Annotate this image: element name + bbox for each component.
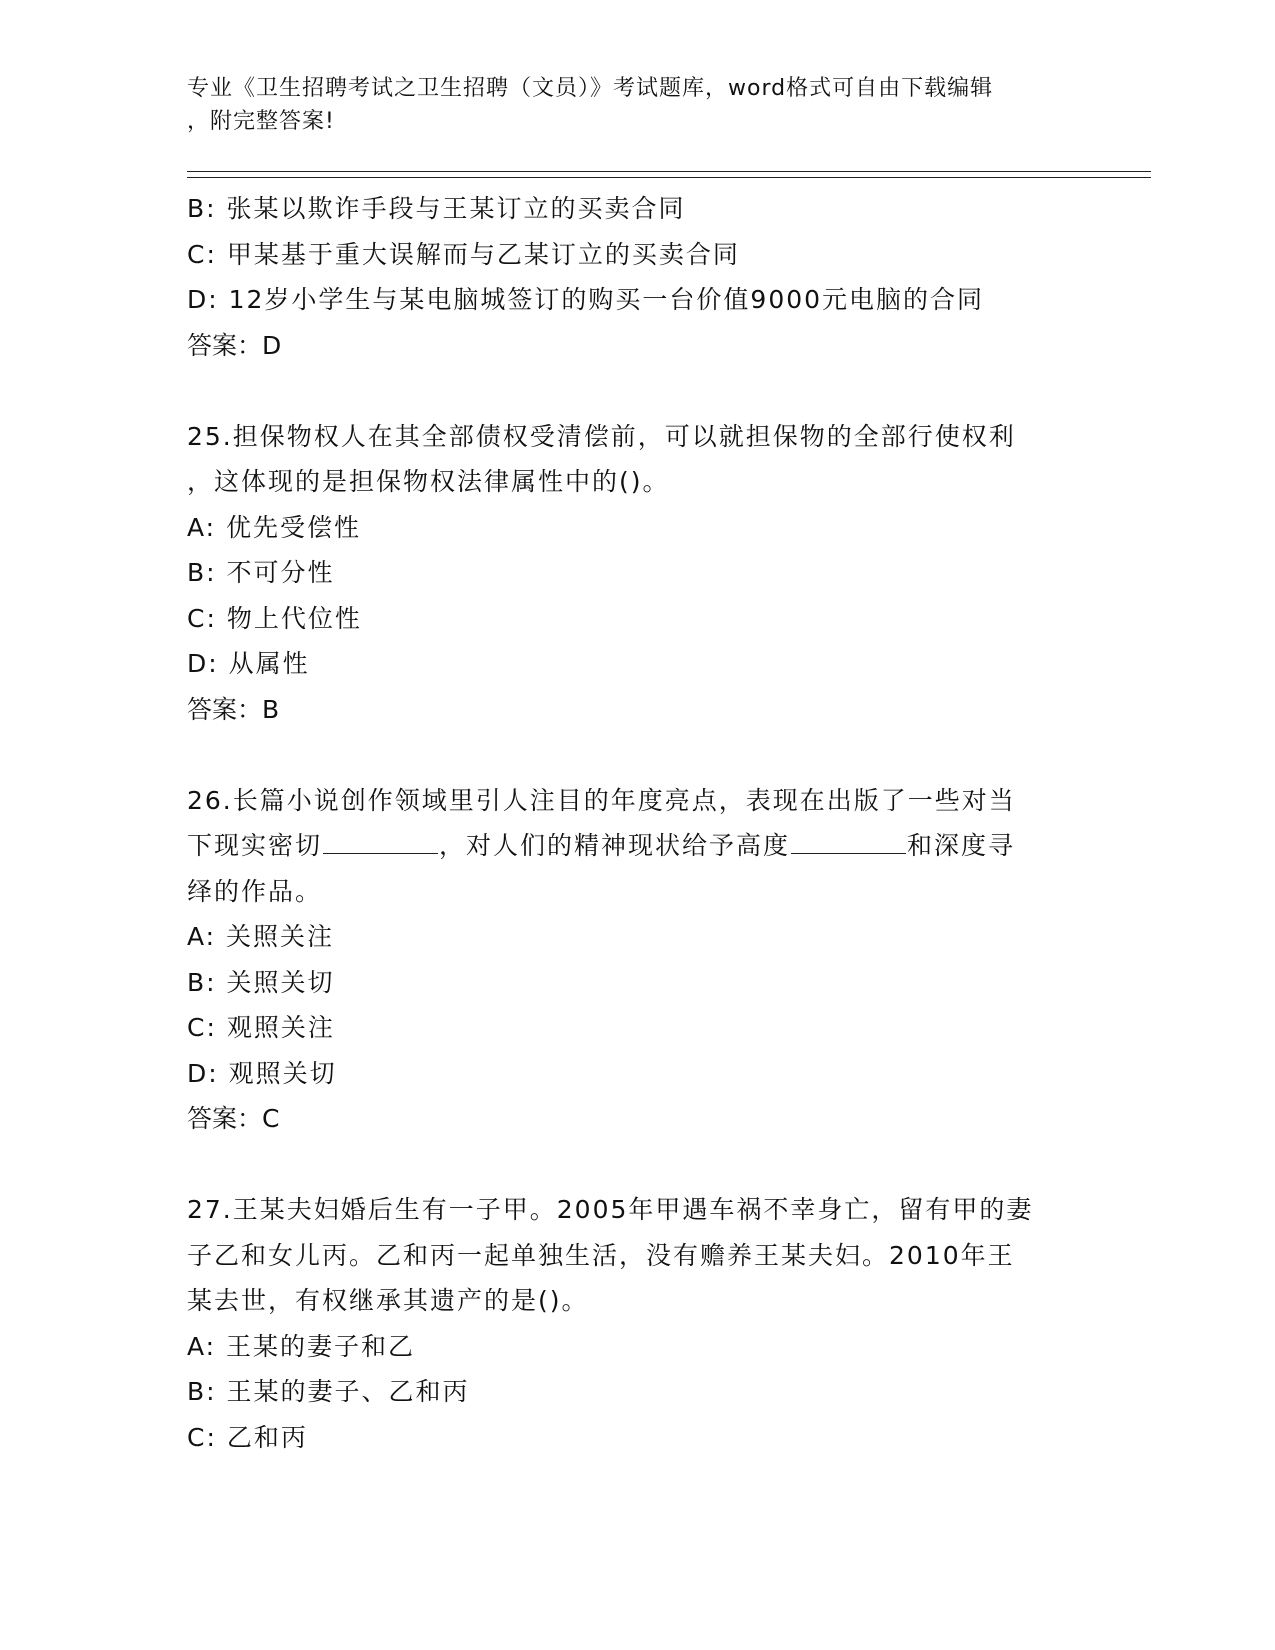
header-line-2: ，附完整答案! [187, 109, 335, 134]
question-stem [187, 823, 1087, 869]
option-d: D: 观照关切 [187, 1058, 337, 1088]
header-line-1: 专业《卫生招聘考试之卫生招聘（文员）》考试题库，word格式可自由下载编辑 [187, 76, 994, 101]
option-c: C: 物上代位性 [187, 603, 362, 633]
stem-text: 下现实密切 [187, 831, 323, 860]
question-stem: 某去世，有权继承其遗产的是()。 [187, 1286, 589, 1315]
option-b: B: 张某以欺诈手段与王某订立的买卖合同 [187, 194, 686, 223]
question-26 [187, 778, 1087, 1142]
stem-text: ，对人们的精神现状给予高度 [439, 831, 791, 860]
question-stem: 子乙和女儿丙。乙和丙一起单独生活，没有赡养王某夫妇。2010年王 [187, 1240, 1015, 1270]
header-rule-bottom [187, 177, 1151, 178]
question-stem: ，这体现的是担保物权法律属性中的()。 [187, 467, 670, 496]
question-list [187, 186, 1087, 1460]
spacer [187, 368, 1087, 414]
fill-blank [323, 827, 438, 854]
spacer [187, 1142, 1087, 1188]
option-b: B: 王某的妻子、乙和丙 [187, 1377, 470, 1406]
option-b: B: 不可分性 [187, 558, 335, 587]
option-b: B: 关照关切 [187, 967, 335, 997]
question-stem: 25.担保物权人在其全部债权受清偿前，可以就担保物的全部行使权利 [187, 421, 1016, 451]
answer: 答案：B [187, 694, 280, 724]
question-25 [187, 414, 1087, 733]
spacer [187, 732, 1087, 778]
document-header [187, 72, 1087, 138]
fill-blank [791, 827, 906, 854]
header-rule-top [187, 171, 1151, 172]
option-a: A: 关照关注 [187, 922, 335, 951]
question-stem: 绎的作品。 [187, 876, 323, 906]
question-stem: 26.长篇小说创作领域里引人注目的年度亮点，表现在出版了一些对当 [187, 785, 1016, 815]
option-a: A: 王某的妻子和乙 [187, 1331, 416, 1361]
question-24-tail [187, 186, 1087, 368]
question-27 [187, 1187, 1087, 1460]
option-c: C: 乙和丙 [187, 1422, 308, 1452]
option-d: D: 从属性 [187, 649, 310, 678]
answer: 答案：C [187, 1104, 280, 1133]
option-c: C: 观照关注 [187, 1013, 335, 1042]
stem-text: 和深度寻 [907, 831, 1016, 860]
question-stem: 27.王某夫妇婚后生有一子甲。2005年甲遇车祸不幸身亡，留有甲的妻 [187, 1195, 1034, 1224]
option-d: D: 12岁小学生与某电脑城签订的购买一台价值9000元电脑的合同 [187, 285, 985, 314]
option-c: C: 甲某基于重大误解而与乙某订立的买卖合同 [187, 239, 740, 269]
option-a: A: 优先受偿性 [187, 512, 362, 542]
answer: 答案：D [187, 330, 282, 360]
